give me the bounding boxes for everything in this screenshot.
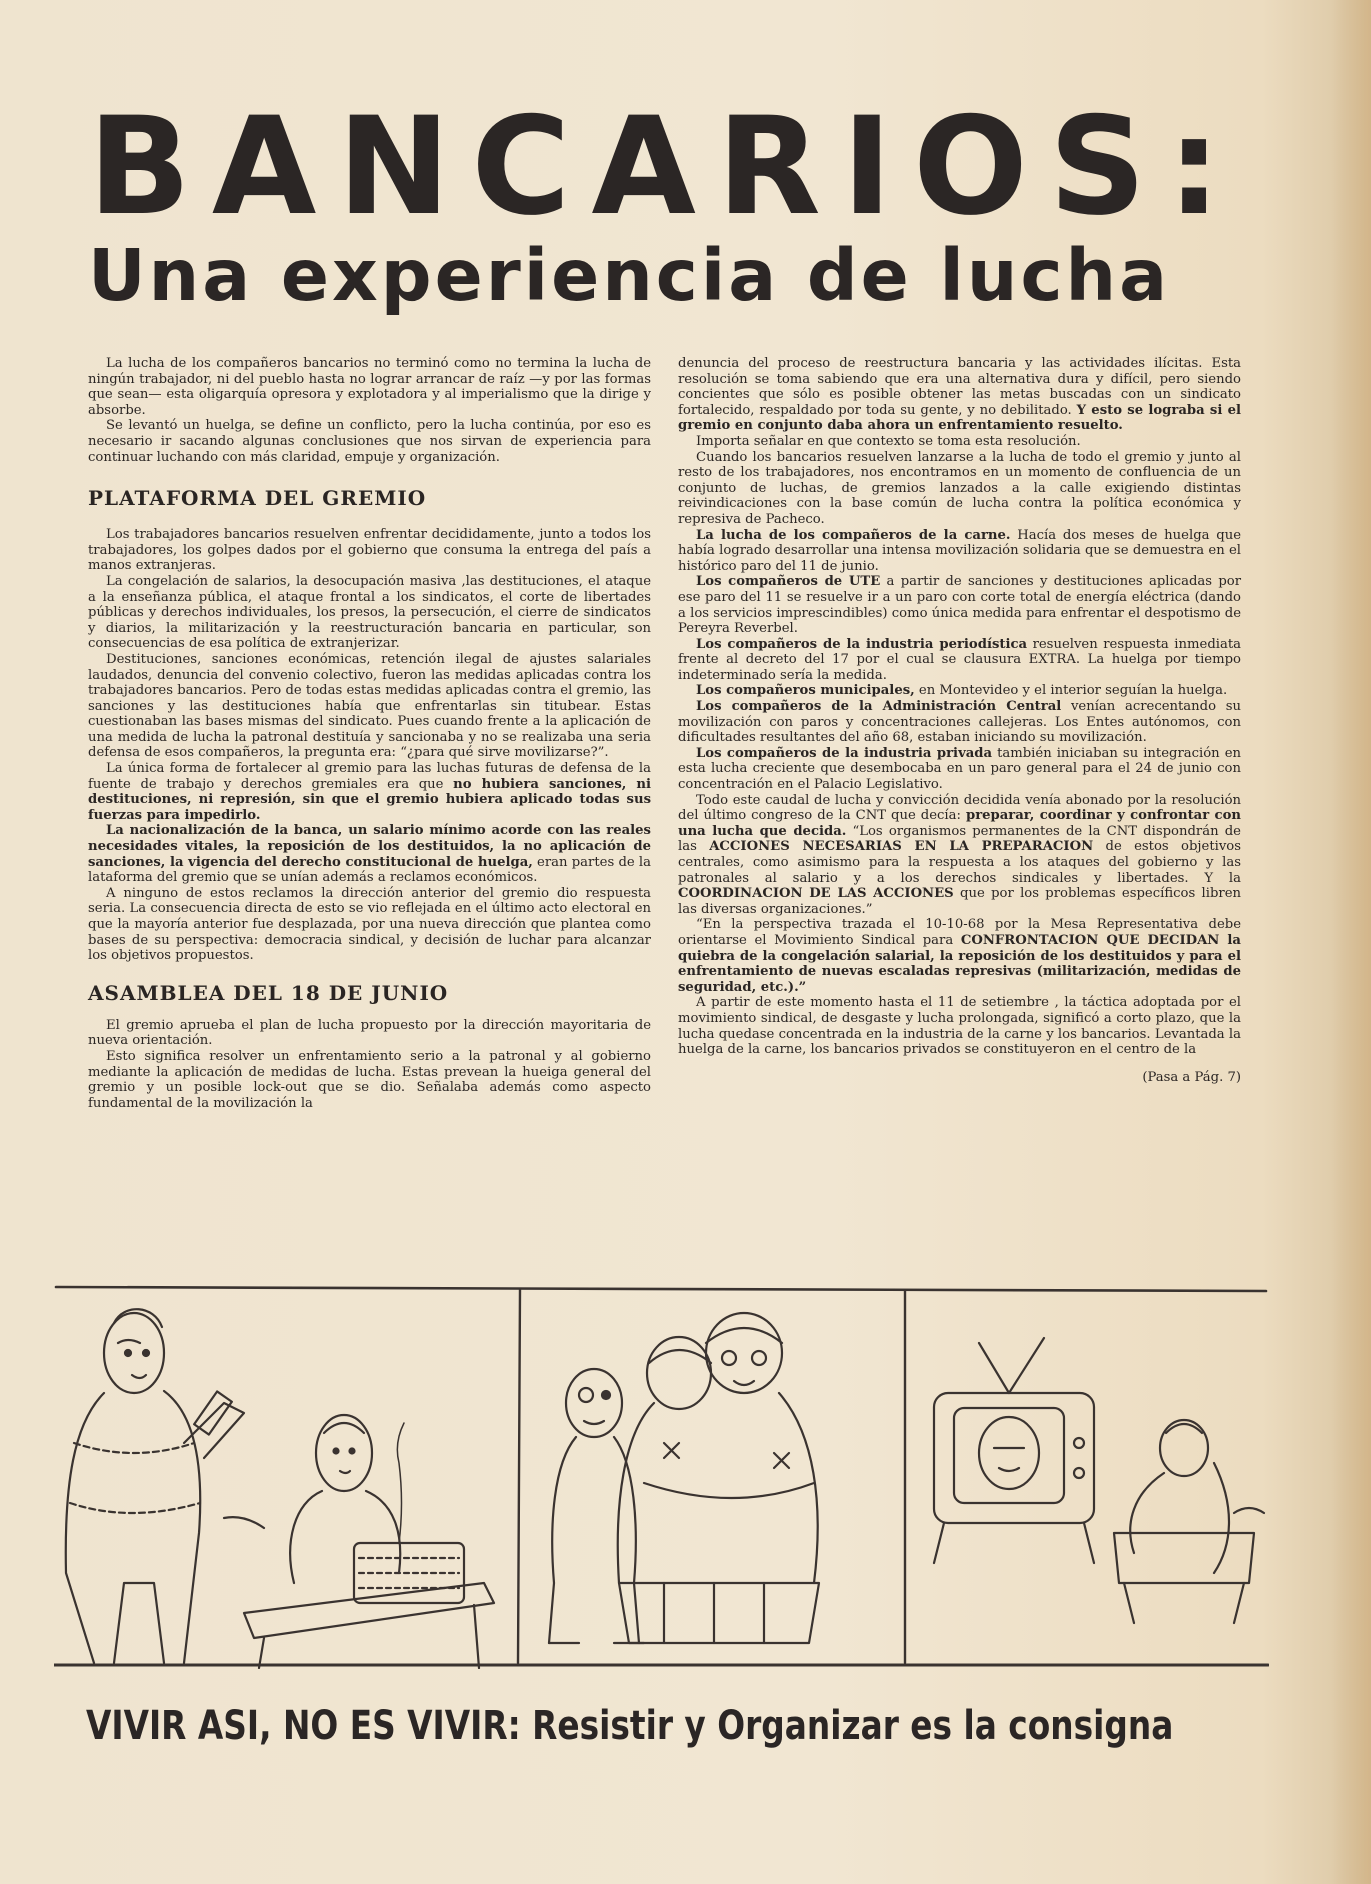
body-paragraph	[678, 746, 1241, 793]
subheadline: Una experiencia de lucha	[88, 234, 1170, 317]
bold-run: ACCIONES NECESARIAS EN LA PREPARACION	[709, 839, 1094, 855]
soldier-figure	[66, 1309, 244, 1663]
body-paragraph: A partir de este momento hasta el 11 de setiembre , la táctica adoptada por el movimiento sindical, de desgaste y lucha prolongada, significó a corto plazo, que la lucha quedase concentrada en la industria de la carne y los bancarios. Levantada la huelga de la carne, los bancarios privados se constituyeron en el centro de la	[678, 995, 1241, 1058]
body-paragraph	[678, 356, 1241, 434]
body-paragraph	[678, 574, 1241, 636]
bold-run: La nacionalización de la banca, un salario mínimo acorde con las reales necesidades vitales, la reposición de los destituidos, la no aplicación de sanciones, la vigencia del derecho constitucional de huelga,	[88, 823, 651, 870]
bold-run: Los compañeros de la industria privada	[696, 745, 993, 761]
text-run: de estos objetivos centrales, como asimismo para la respuesta a los ataques del gobierno y las patronales al salario y a los derechos sindicales y libertades. Y la	[678, 839, 1241, 886]
text-run: resuelven respuesta inmediata frente al decreto del 17 por el cual se clausura EXTRA. La huelga por tiempo indeterminado sería la medida.	[678, 636, 1241, 683]
bold-run: no hubiera sanciones, ni destituciones, ni represión, sin que el gremio hubiera aplicado todas sus fuerzas para impedirlo.	[88, 776, 651, 823]
slogan-banner: VIVIR ASI, NO ES VIVIR: Resistir y Organizar es la consigna	[86, 1703, 1174, 1749]
body-paragraph: Los trabajadores bancarios resuelven enfrentar decididamente, junto a todos los trabajadores, los golpes dados por el gobierno que consuma la entrega del país a manos extranjeras.	[88, 527, 651, 574]
armchair-viewer	[1114, 1420, 1264, 1623]
text-run: La única forma de fortalecer al gremio para las luchas futuras de defensa de la fuente de trabajo y derechos gremiales era que	[88, 761, 651, 792]
text-run: a partir de sanciones y destituciones aplicadas por ese paro del 11 se resuelve ir a un paro con corte total de energía eléctrica (dando a los servicios imprescindibles) como única medida para enfrentar el despotismo de Pereyra Reverbel.	[678, 574, 1241, 637]
headline: BANCARIOS:	[88, 88, 1243, 245]
body-paragraph	[678, 917, 1241, 995]
bold-run: Los compañeros de UTE	[696, 574, 881, 590]
text-run: “Los organismos permanentes de la CNT dispondrán de las	[678, 823, 1241, 855]
bold-run: CONFRONTACION QUE DECIDAN la quiebra de la congelación salarial, la reposición de los destituidos y para el enfrentamiento de nuevas escaladas represivas (militarización, medidas de seguridad, etc.).”	[678, 932, 1241, 995]
bold-run: La lucha de los compañeros de la carne.	[696, 527, 1011, 543]
body-paragraph	[88, 761, 651, 823]
cartoon-strip	[54, 1283, 1269, 1669]
typist-figure	[224, 1415, 494, 1668]
right-column	[678, 356, 1241, 1085]
text-run: Hacía dos meses de huelga que había logrado desarrollar una intensa movilización solidaria que se demuestra en el histórico paro del 11 de junio.	[678, 527, 1241, 574]
text-run: Todo este caudal de lucha y convicción decidida venía abonado por la resolución del último congreso de la CNT que decía:	[678, 792, 1241, 824]
left-column	[88, 356, 651, 1111]
bold-run: Los compañeros de la Administración Central	[696, 699, 1062, 715]
bold-run: Los compañeros municipales,	[696, 683, 915, 699]
bold-run: COORDINACION DE LAS ACCIONES	[678, 886, 954, 902]
small-man-figure	[549, 1369, 644, 1643]
body-paragraph	[678, 699, 1241, 746]
text-run: que por los problemas específicos libren las diversas organizaciones.”	[678, 886, 1242, 917]
body-paragraph	[678, 683, 1241, 699]
body-paragraph: Destituciones, sanciones económicas, retención ilegal de ajustes salariales laudados, denuncia del convenio colectivo, fueron las medidas aplicadas contra los trabajadores bancarios. Pero de todas estas medidas aplicadas contra el gremio, las sanciones y las destituciones había que enfrentarlas sin titubear. Estas cuestionaban las bases mismas del sindicato. Pues cuando frente a la aplicación de una medida de lucha la patronal destituía y sancionaba y no se realizaba una seria defensa de esos compañeros, la pregunta era: “¿para qué sirve movilizarse?”.	[88, 651, 651, 761]
body-paragraph	[678, 528, 1241, 575]
bold-run: preparar, coordinar y confrontar con una lucha que decida.	[678, 808, 1241, 839]
bold-run: Y esto se lograba si el gremio en conjunto daba ahora un enfrentamiento resuelto.	[678, 402, 1242, 434]
paper-edge-stain	[1331, 0, 1371, 1884]
text-run: también iniciaban su integración en esta lucha creciente que desembocaba en un paro general para el 24 de junio con concentración en el Palacio Legislativo.	[678, 745, 1241, 793]
body-paragraph	[678, 793, 1241, 918]
continued-on-page: (Pasa a Pág. 7)	[1142, 1069, 1241, 1085]
body-paragraph: Esto significa resolver un enfrentamiento serio a la patronal y al gobierno mediante la aplicación de medidas de lucha. Estas prevean la hueiga general del gremio y un posible lock-out que se dio. Señalaba además como aspecto fundamental de la movilización la	[88, 1048, 651, 1111]
text-run: en Montevideo y el interior seguían la huelga.	[914, 683, 1228, 699]
bold-run: Los compañeros de la industria periodística	[696, 636, 1028, 652]
text-run: eran partes de la lataforma del gremio que se unían además a reclamos económicos.	[88, 854, 651, 886]
body-paragraph: A ninguno de estos reclamos la dirección anterior del gremio dio respuesta seria. La consecuencia directa de esto se vio reflejada en el último acto electoral en que la mayoría anterior fue desplazada, por una nueva dirección que plantea como bases de su perspectiva: democracia sindical, y decisión de luchar para alcanzar los objetivos propuestos.	[88, 885, 651, 964]
body-paragraph: La congelación de salarios, la desocupación masiva ,las destituciones, el ataque a la enseñanza pública, el ataque frontal a los sindicatos, el corte de libertades públicas y derechos individuales, los presos, la persecución, el cierre de sindicatos y diarios, la militarización y la reestructuración bancaria en particular, son consecuencias de esa política de extranjerizar.	[88, 573, 651, 652]
intro-paragraph: La lucha de los compañeros bancarios no terminó como no termina la lucha de ningún trabajador, ni del pueblo hasta no lograr arrancar de raíz —y por las formas que sean— esta oligarquía opresora y explotadora y al imperialismo que la dirige y absorbe.	[88, 356, 651, 418]
text-run: venían acrecentando su movilización con paros y concentraciones callejeras. Los Entes autónomos, con dificultades resultantes del año 68, estaban iniciando su movilización.	[678, 699, 1241, 746]
section-heading-asamblea: ASAMBLEA DEL 18 DE JUNIO	[88, 980, 449, 1005]
body-paragraph: Importa señalar en que contexto se toma esta resolución.	[696, 433, 1081, 449]
text-run: denuncia del proceso de reestructura bancaria y las actividades ilícitas. Esta resolución se toma sabiendo que era una alternativa dura y difícil, pero siendo concientes que sólo es posible obtener las metas buscadas con un sindicato fortalecido, respaldado por toda su gente, y no debilitado.	[678, 356, 1241, 418]
body-paragraph: El gremio aprueba el plan de lucha propuesto por la dirección mayoritaria de nueva orientación.	[88, 1017, 651, 1049]
body-paragraph	[88, 823, 651, 885]
body-paragraph	[678, 637, 1241, 684]
section-heading-plataforma: PLATAFORMA DEL GREMIO	[88, 486, 427, 511]
television-set	[934, 1338, 1094, 1563]
body-paragraph: Cuando los bancarios resuelven lanzarse a la lucha de todo el gremio y junto al resto de los trabajadores, nos encontramos en un momento de confluencia de un conjunto de luchas, de gremios lanzados a la calle exigiendo distintas reivindicaciones con la base común de lucha contra la política económica y represiva de Pacheco.	[678, 449, 1241, 527]
text-run: “En la perspectiva trazada el 10-10-68 por la Mesa Representativa debe orientarse el Movimiento Sindical para	[678, 917, 1241, 948]
intro-paragraph: Se levantó un huelga, se define un conflicto, pero la lucha continúa, por eso es necesario ir sacando algunas conclusiones que nos sirvan de experiencia para continuar luchando con más claridad, empuje y organización.	[88, 418, 651, 465]
helmeted-guards	[618, 1313, 819, 1643]
